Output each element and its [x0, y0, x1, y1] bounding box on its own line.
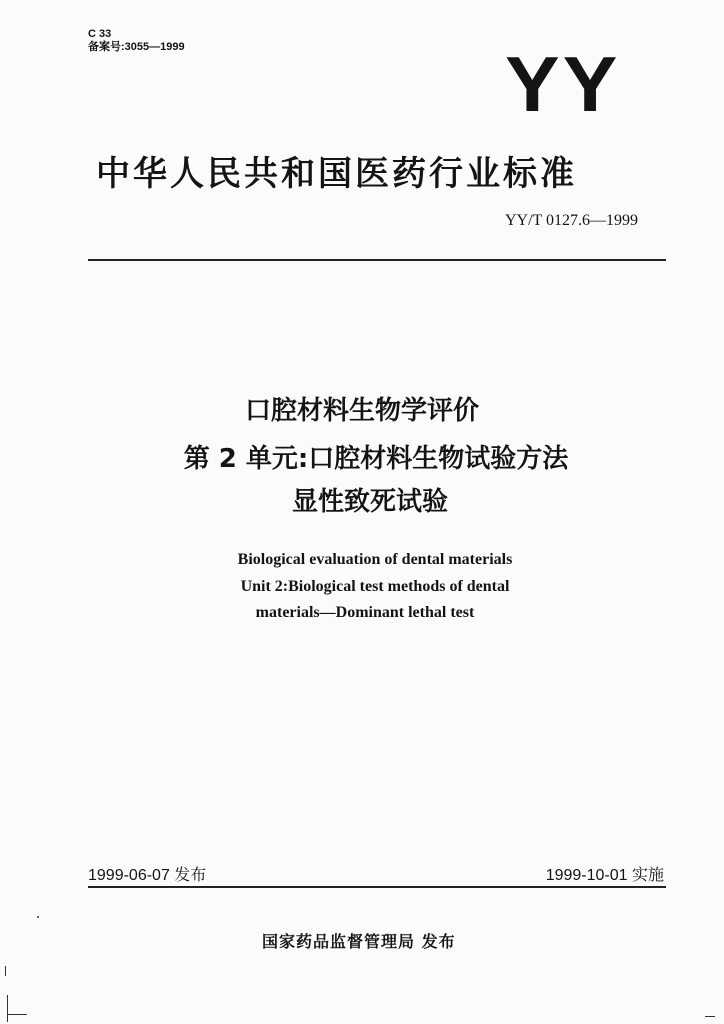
- header-divider: [88, 259, 666, 261]
- publisher: 国家药品监督管理局 发布: [262, 932, 456, 951]
- standard-type-title: 中华人民共和国医药行业标准: [96, 154, 577, 194]
- chinese-title-line-2: 第 2 单元:口腔材料生物试验方法: [183, 444, 569, 474]
- standard-number: YY/T 0127.6—1999: [504, 212, 638, 229]
- english-title-line-1: Biological evaluation of dental materials: [237, 551, 513, 568]
- chinese-title-line-3: 显性致死试验: [291, 487, 448, 517]
- classification-code: C 33: [88, 28, 112, 40]
- scan-mark: [7, 1014, 27, 1015]
- english-title-line-2: Unit 2:Biological test methods of dental: [240, 578, 510, 595]
- scan-mark: [7, 995, 8, 1022]
- issue-date: 1999-06-07 发布: [88, 867, 207, 884]
- filing-number: 备案号:3055—1999: [88, 41, 185, 53]
- classification-block: [88, 28, 185, 54]
- scan-mark: [705, 1016, 715, 1017]
- chinese-title-line-1: 口腔材料生物学评价: [244, 396, 479, 426]
- english-title-line-3: materials—Dominant lethal test: [255, 604, 475, 621]
- yy-standard-logo: YY: [505, 40, 621, 128]
- implementation-date: 1999-10-01 实施: [545, 867, 664, 884]
- scan-mark: [5, 966, 6, 976]
- scan-mark: [37, 916, 39, 918]
- footer-divider: [88, 886, 666, 888]
